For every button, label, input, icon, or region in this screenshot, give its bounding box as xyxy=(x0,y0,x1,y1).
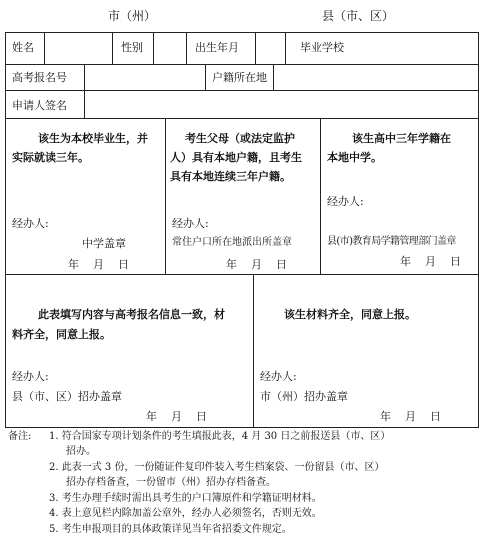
city-handler-label: 经办人: xyxy=(260,370,297,383)
note-item-4: 4. 表上意见栏内除加盖公章外，经办人必须签名，否则无效。 xyxy=(49,508,322,519)
notes-label: 备注: xyxy=(8,431,32,442)
household-registration-label: 户籍所在地 xyxy=(212,71,267,84)
name-field[interactable] xyxy=(46,34,110,62)
name-label: 姓名 xyxy=(12,41,34,54)
school-date: 年 月 日 xyxy=(68,258,129,271)
city-prefecture-label: 市（州） xyxy=(108,9,157,23)
education-handler-label: 经办人: xyxy=(327,195,364,208)
note-item-1-cont: 招办。 xyxy=(66,446,96,457)
city-seal-label: 市（州）招办盖章 xyxy=(260,390,348,403)
note-item-2-cont: 招办存档备查，一份留市（州）招办存档备查。 xyxy=(66,477,276,488)
police-seal-label: 常住户口所在地派出所盖章 xyxy=(172,237,292,248)
county-seal-label: 县（市、区）招办盖章 xyxy=(12,390,122,403)
school-statement-line2: 实际就读三年。 xyxy=(12,151,89,164)
school-statement-line1: 该生为本校毕业生，并 xyxy=(38,132,148,145)
exam-registration-number-field[interactable] xyxy=(86,66,203,88)
household-registration-field[interactable] xyxy=(275,66,476,88)
applicant-signature-label: 申请人签名 xyxy=(12,99,67,112)
exam-registration-number-label: 高考报名号 xyxy=(12,71,67,84)
school-handler-label: 经办人: xyxy=(12,217,49,230)
police-statement-line1: 考生父母（或法定监护 xyxy=(185,132,295,145)
note-item-5: 5. 考生申报项目的具体政策详见当年省招委文件规定。 xyxy=(49,524,292,535)
police-handler-label: 经办人: xyxy=(172,217,209,230)
county-statement-line2: 料齐全，同意上报。 xyxy=(12,328,111,341)
county-statement-line1: 此表填写内容与高考报名信息一致，材 xyxy=(38,308,225,321)
birth-date-label: 出生年月 xyxy=(195,41,239,54)
education-seal-label: 县(市)教育局学籍管理部门盖章 xyxy=(327,236,456,247)
police-date: 年 月 日 xyxy=(226,258,287,271)
police-statement-line3: 具有本地连续三年户籍。 xyxy=(170,170,291,183)
applicant-signature-field[interactable] xyxy=(86,92,476,116)
school-seal-label: 中学盖章 xyxy=(82,237,126,250)
gender-label: 性别 xyxy=(121,41,143,54)
county-date: 年 月 日 xyxy=(146,410,207,423)
note-item-2: 2. 此表一式 3 份，一份随证件复印件装入考生档案袋、一份留县（市、区） xyxy=(49,462,385,473)
education-statement-line1: 该生高中三年学籍在 xyxy=(352,132,451,145)
birth-date-field[interactable] xyxy=(257,34,283,62)
police-statement-line2: 人）具有本地户籍，且考生 xyxy=(170,151,302,164)
city-date: 年 月 日 xyxy=(380,410,441,423)
note-item-3: 3. 考生办理手续时需出具考生的户口簿原件和学籍证明材料。 xyxy=(49,493,322,504)
city-statement-line1: 该生材料齐全，同意上报。 xyxy=(284,308,416,321)
graduation-school-label: 毕业学校 xyxy=(300,41,344,54)
county-handler-label: 经办人: xyxy=(12,370,49,383)
graduation-school-field[interactable] xyxy=(360,34,476,62)
education-statement-line2: 本地中学。 xyxy=(327,151,382,164)
note-item-1: 1. 符合国家专项计划条件的考生填报此表，4 月 30 日之前报送县（市、区） xyxy=(49,431,391,442)
education-date: 年 月 日 xyxy=(400,255,461,268)
gender-field[interactable] xyxy=(155,34,184,62)
county-district-label: 县（市、区） xyxy=(322,9,395,23)
